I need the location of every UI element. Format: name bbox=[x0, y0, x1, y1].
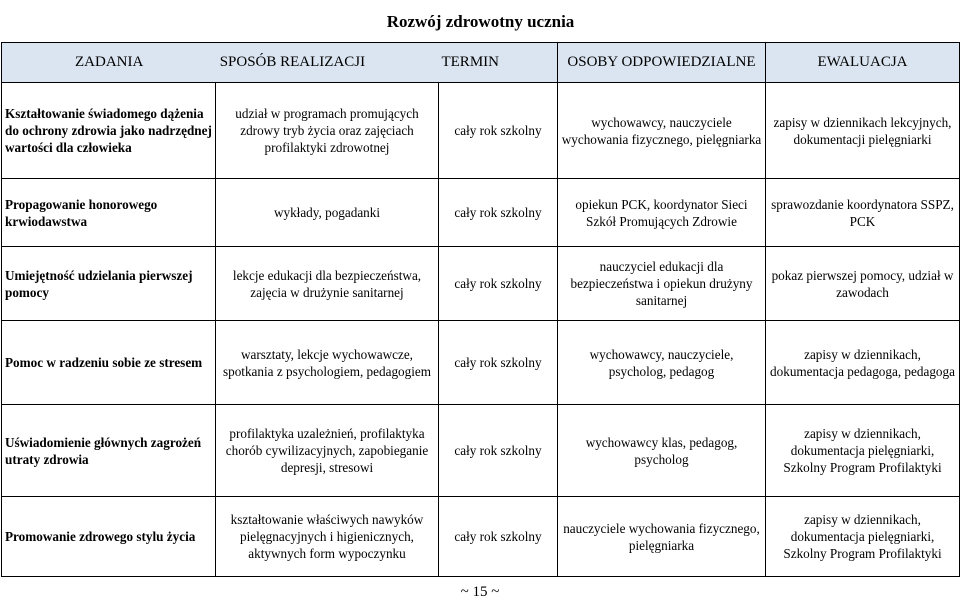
header-zadania: ZADANIA bbox=[75, 54, 144, 70]
table-row bbox=[2, 179, 960, 247]
cell-sposob: profilaktyka uzależnień, profilaktyka chorób cywilizacyjnych, zapobieganie depresji, stresowi bbox=[216, 405, 439, 497]
header-termin: TERMIN bbox=[441, 54, 499, 70]
header-sposob: SPOSÓB REALIZACJI bbox=[219, 54, 366, 70]
cell-osoby: opiekun PCK, koordynator Sieci Szkół Promujących Zdrowie bbox=[558, 179, 766, 247]
cell-zadanie: Uświadomienie głównych zagrożeń utraty zdrowia bbox=[2, 405, 216, 497]
table-row bbox=[2, 247, 960, 321]
cell-zadanie: Pomoc w radzeniu sobie ze stresem bbox=[2, 321, 216, 405]
cell-ewaluacja: zapisy w dziennikach, dokumentacja pielęgniarki, Szkolny Program Profilaktyki bbox=[766, 405, 960, 497]
header-ewaluacja: EWALUACJA bbox=[766, 43, 960, 83]
cell-zadanie: Umiejętność udzielania pierwszej pomocy bbox=[2, 247, 216, 321]
cell-termin: cały rok szkolny bbox=[439, 497, 558, 577]
cell-termin: cały rok szkolny bbox=[439, 179, 558, 247]
cell-sposob: lekcje edukacji dla bezpieczeństwa, zajęcia w drużynie sanitarnej bbox=[216, 247, 439, 321]
cell-ewaluacja: pokaz pierwszej pomocy, udział w zawodach bbox=[766, 247, 960, 321]
cell-osoby: wychowawcy, nauczyciele, psycholog, pedagog bbox=[558, 321, 766, 405]
cell-termin: cały rok szkolny bbox=[439, 405, 558, 497]
cell-ewaluacja: zapisy w dziennikach lekcyjnych, dokumentacji pielęgniarki bbox=[766, 83, 960, 179]
cell-termin: cały rok szkolny bbox=[439, 321, 558, 405]
cell-sposob: kształtowanie właściwych nawyków pielęgnacyjnych i higienicznych, aktywnych form wypoczynku bbox=[216, 497, 439, 577]
cell-osoby: nauczyciel edukacji dla bezpieczeństwa i opiekun drużyny sanitarnej bbox=[558, 247, 766, 321]
table-row bbox=[2, 405, 960, 497]
header-osoby: OSOBY ODPOWIEDZIALNE bbox=[558, 43, 766, 83]
cell-zadanie: Kształtowanie świadomego dążenia do ochrony zdrowia jako nadrzędnej wartości dla człowieka bbox=[2, 83, 216, 179]
header-group bbox=[2, 43, 558, 83]
cell-osoby: wychowawcy klas, pedagog, psycholog bbox=[558, 405, 766, 497]
cell-sposob: udział w programach promujących zdrowy tryb życia oraz zajęciach profilaktyki zdrowotnej bbox=[216, 83, 439, 179]
cell-sposob: wykłady, pogadanki bbox=[216, 179, 439, 247]
cell-osoby: nauczyciele wychowania fizycznego, pielęgniarka bbox=[558, 497, 766, 577]
table-row bbox=[2, 321, 960, 405]
page-number: ~ 15 ~ bbox=[460, 584, 500, 600]
cell-termin: cały rok szkolny bbox=[439, 247, 558, 321]
cell-osoby: wychowawcy, nauczyciele wychowania fizycznego, pielęgniarka bbox=[558, 83, 766, 179]
table-row bbox=[2, 497, 960, 577]
table-row bbox=[2, 83, 960, 179]
cell-ewaluacja: sprawozdanie koordynatora SSPZ, PCK bbox=[766, 179, 960, 247]
cell-ewaluacja: zapisy w dziennikach, dokumentacja pedagoga, pedagoga bbox=[766, 321, 960, 405]
cell-termin: cały rok szkolny bbox=[439, 83, 558, 179]
table-title: Rozwój zdrowotny ucznia bbox=[2, 1, 960, 43]
cell-sposob: warsztaty, lekcje wychowawcze, spotkania z psychologiem, pedagogiem bbox=[216, 321, 439, 405]
health-development-table bbox=[1, 0, 960, 577]
cell-ewaluacja: zapisy w dziennikach, dokumentacja pielęgniarki, Szkolny Program Profilaktyki bbox=[766, 497, 960, 577]
cell-zadanie: Propagowanie honorowego krwiodawstwa bbox=[2, 179, 216, 247]
cell-zadanie: Promowanie zdrowego stylu życia bbox=[2, 497, 216, 577]
